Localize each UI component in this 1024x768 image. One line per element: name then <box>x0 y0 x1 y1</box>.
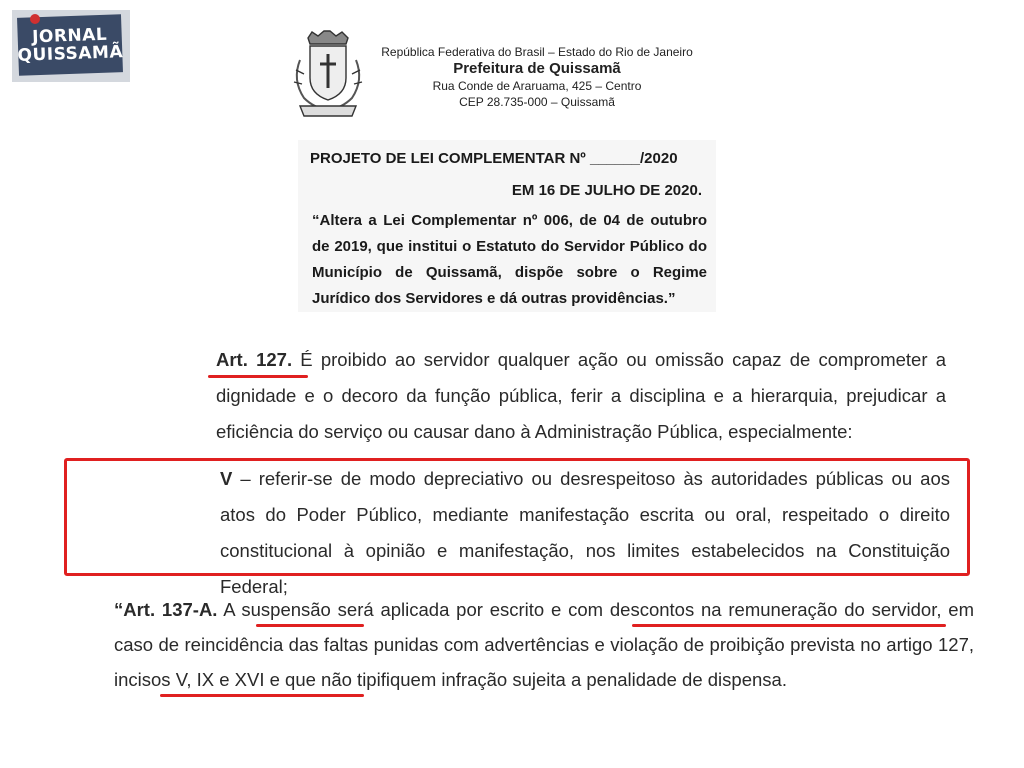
article-127 <box>76 342 946 450</box>
pin-icon <box>30 14 40 24</box>
underline-art-127 <box>208 375 308 378</box>
article-137a-text: A suspensão será aplicada por escrito e com descontos na remuneração do servidor, em caso de reincidência das faltas punidas com advertências e violação de proibição prevista no artigo 127, incisos V, IX e XVI e que não tipifiquem infração sujeita a penalidade de dispensa. <box>114 599 975 690</box>
underline-suspensao <box>256 624 364 627</box>
logo-line-2: QUISSAMÃ <box>17 42 124 66</box>
header-cep: CEP 28.735-000 – Quissamã <box>459 95 615 109</box>
inciso-v <box>80 461 950 605</box>
project-date: EM 16 DE JULHO DE 2020. <box>511 182 702 199</box>
header-country: República Federativa do Brasil – Estado do Rio de Janeiro <box>381 45 693 59</box>
header <box>370 44 704 110</box>
article-137a <box>52 592 974 697</box>
article-127-label: Art. 127. <box>216 349 293 370</box>
inciso-v-label: V <box>220 468 233 489</box>
logo-line-1: JORNAL <box>31 24 108 48</box>
header-prefecture: Prefeitura de Quissamã <box>453 60 621 77</box>
article-137a-label: “Art. 137-A. <box>114 599 218 620</box>
underline-artigo-127 <box>160 694 364 697</box>
underline-descontos <box>632 624 946 627</box>
jornal-quissama-logo <box>12 10 130 82</box>
project-description: “Altera a Lei Complementar nº 006, de 04 de outubro de 2019, que institui o Estatuto do Servidor Público do Município de Quissamã, dispõe sobre o Regime Jurídico dos Servidores e dá outras providências.” <box>312 212 707 307</box>
project-heading <box>298 140 716 312</box>
inciso-v-text: – referir-se de modo depreciativo ou desrespeitoso às autoridades públicas ou aos atos do Poder Público, mediante manifestação escrita ou oral, respeitado o direito constitucional à opinião e manifestação, nos limites estabelecidos na Constituição Federal; <box>220 468 950 597</box>
coat-of-arms-icon <box>286 30 370 120</box>
article-127-text: É proibido ao servidor qualquer ação ou omissão capaz de comprometer a dignidade e o decoro da função pública, ferir a disciplina e a hierarquia, prejudicar a eficiência do serviço ou causar dano à Administração Pública, especialmente: <box>216 349 947 442</box>
header-address: Rua Conde de Araruama, 425 – Centro <box>432 79 642 93</box>
project-title: PROJETO DE LEI COMPLEMENTAR Nº ______/2020 <box>310 150 678 167</box>
